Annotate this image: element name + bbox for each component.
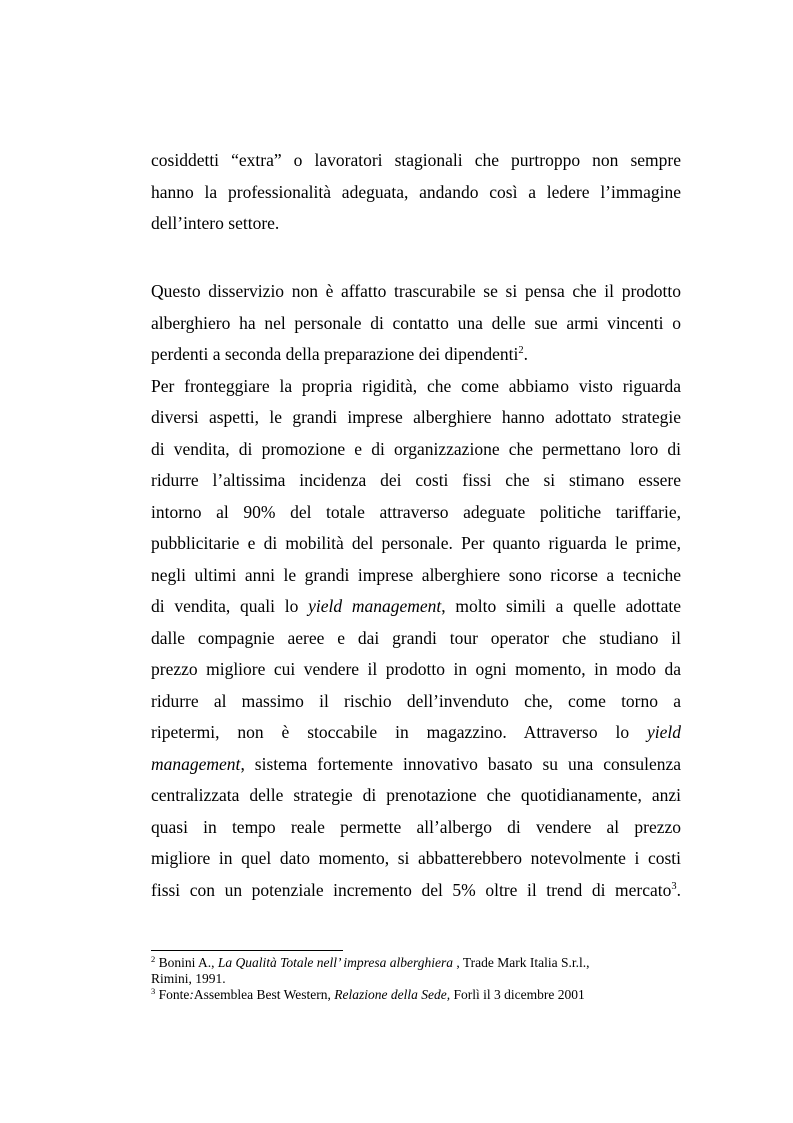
text-line: negli ultimi anni le grandi imprese alberghiere sono ricorse a tecniche: [151, 564, 681, 585]
text-line: diversi aspetti, le grandi imprese alberghiere hanno adottato strategie: [151, 407, 681, 427]
text-line: cosiddetti “extra” o lavoratori stagionali che purtroppo non sempre: [151, 150, 681, 170]
line-text: di vendita, quali lo: [151, 596, 309, 616]
line-text: ripetermi, non è stoccabile in magazzino. Attraverso lo: [151, 722, 647, 742]
text-line: ridurre al massimo il rischio dell’invenduto che, come torno a: [151, 690, 681, 711]
text-line: [151, 591, 681, 623]
footnote-date: Forlì il 3 dicembre 2001: [450, 987, 585, 1002]
text-line: prezzo migliore cui vendere il prodotto in ogni momento, in modo da: [151, 659, 681, 679]
text-line: intorno al 90% del totale attraverso adeguate politiche tariffarie,: [151, 501, 681, 522]
text-line: Questo disservizio non è affatto trascurabile se si pensa che il prodotto: [151, 281, 681, 301]
text-line: di vendita, di promozione e di organizzazione che permettano loro di: [151, 438, 681, 459]
footnote-3: [151, 987, 651, 1003]
text-line: pubblicitarie e di mobilità del personale. Per quanto riguarda le prime,: [151, 533, 681, 553]
footnote-title: La Qualità Totale nell’ impresa alberghiera: [217, 955, 454, 970]
line-text: , molto simili a quelle adottate: [441, 596, 682, 616]
line-end: .: [676, 879, 681, 900]
footnote-2: [151, 955, 651, 987]
text-line: dalle compagnie aeree e dai grandi tour operator che studiano il: [151, 627, 681, 648]
footnote-ref-3[interactable]: 3: [671, 880, 677, 892]
text-line: [151, 875, 681, 907]
line-end: .: [523, 344, 528, 364]
footnote-number: 2: [151, 954, 156, 964]
emphasis-term: yield management: [308, 596, 442, 616]
footnote-publisher: , Trade Mark Italia S.r.l.,: [453, 955, 590, 970]
footnote-place: Rimini, 1991.: [151, 971, 226, 986]
text-line: Per fronteggiare la propria rigidità, che come abbiamo visto riguarda: [151, 375, 681, 396]
footnote-title: Relazione della Sede,: [334, 987, 451, 1002]
text-line: hanno la professionalità adeguata, andando così a ledere l’immagine: [151, 181, 681, 202]
footnote-number: 3: [151, 986, 156, 996]
text-line: [151, 717, 681, 749]
footnote-divider: [151, 950, 343, 951]
text-line: migliore in quel dato momento, si abbatterebbero notevolmente i costi: [151, 848, 681, 868]
line-text: perdenti a seconda della preparazione dei dipendenti: [151, 344, 519, 364]
line-text: , sistema fortemente innovativo basato su una consulenza: [240, 753, 681, 774]
text-line: dell’intero settore.: [151, 213, 280, 233]
text-line: [151, 749, 681, 781]
footnote-prefix: Fonte: [155, 987, 190, 1002]
paragraph-2: [151, 276, 681, 906]
line-text: fissi con un potenziale incremento del 5% oltre il trend di mercato: [151, 879, 672, 900]
footnote-source: Assemblea Best Western,: [193, 987, 335, 1002]
footnote-ref-2[interactable]: 2: [518, 345, 524, 357]
text-line: ridurre l’altissima incidenza dei costi fissi che si stimano essere: [151, 470, 681, 490]
emphasis-term: management: [151, 753, 241, 774]
text-line: alberghiero ha nel personale di contatto una delle sue armi vincenti o: [151, 312, 681, 333]
text-line: quasi in tempo reale permette all’albergo di vendere al prezzo: [151, 816, 681, 837]
footnotes: [151, 955, 651, 1003]
paragraph-1: [151, 145, 681, 240]
footnote-colon: :: [189, 987, 194, 1002]
footnote-author: Bonini A.,: [155, 955, 218, 970]
text-line: [151, 339, 681, 371]
emphasis-term: yield: [646, 722, 681, 742]
text-line: centralizzata delle strategie di prenotazione che quotidianamente, anzi: [151, 785, 681, 805]
